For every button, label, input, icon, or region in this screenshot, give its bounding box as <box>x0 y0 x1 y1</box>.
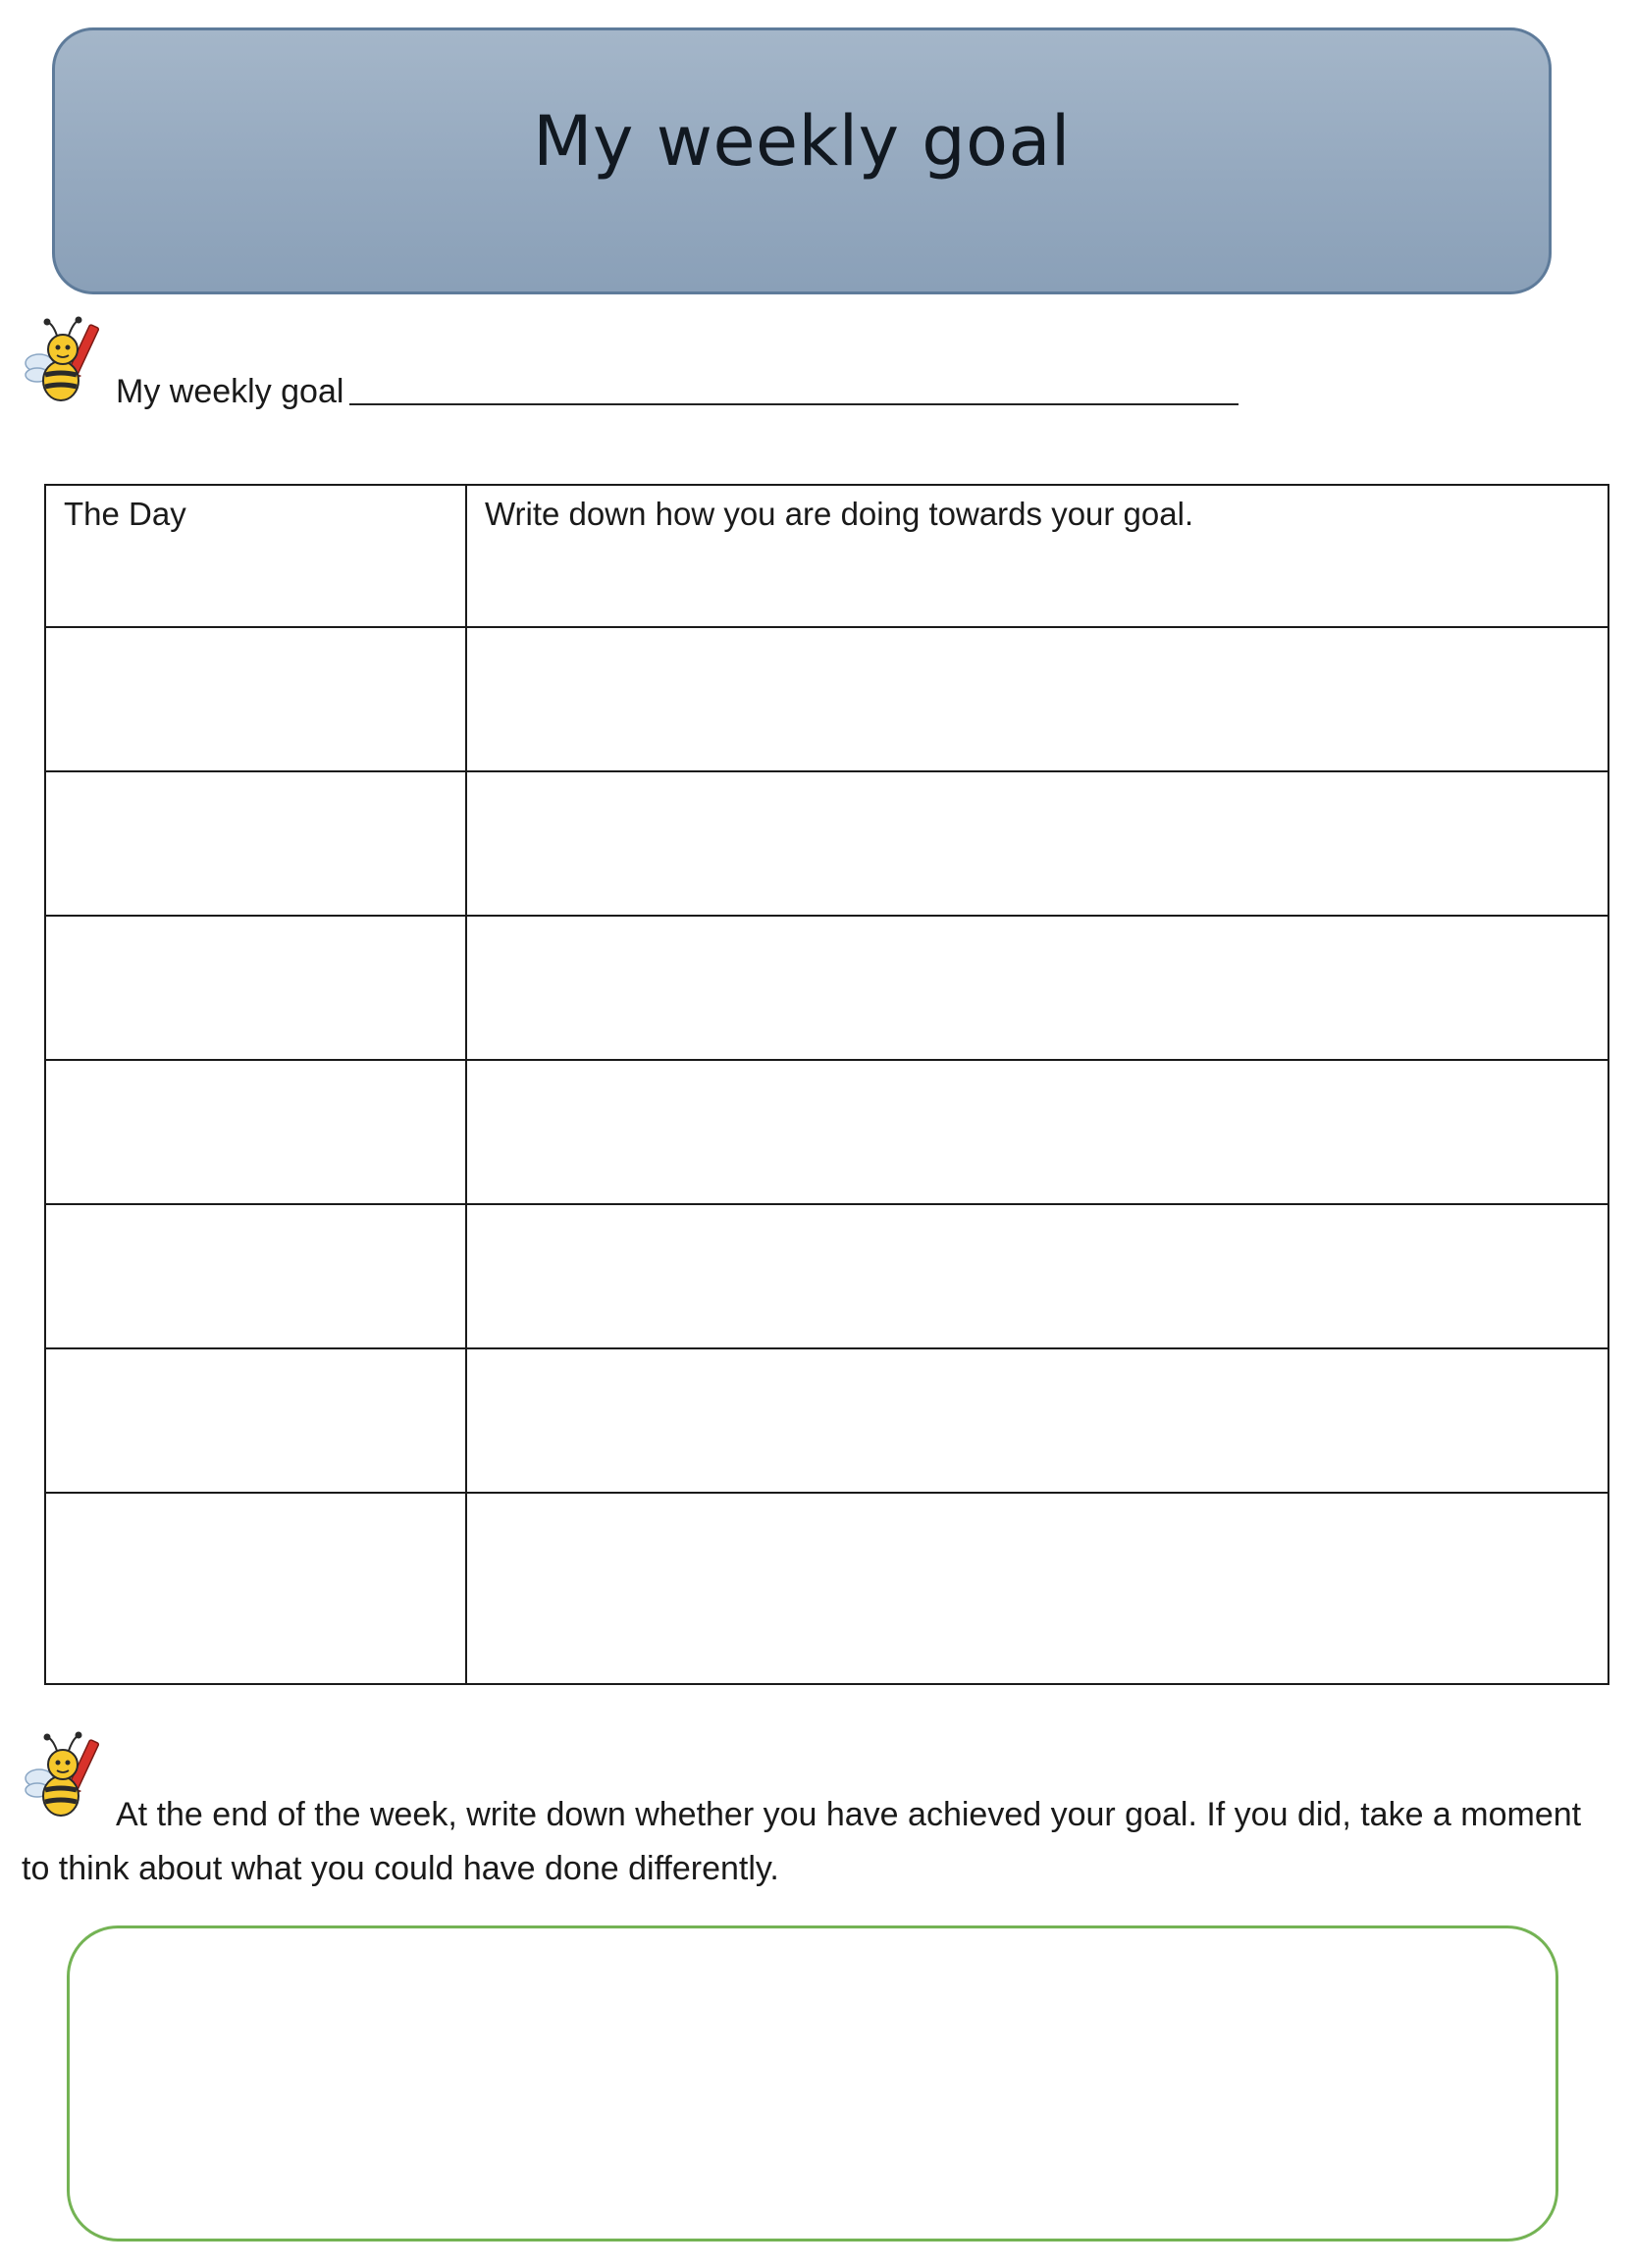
table-row <box>45 916 1608 1060</box>
day-cell[interactable] <box>45 1060 466 1204</box>
table-row <box>45 1060 1608 1204</box>
day-cell[interactable] <box>45 916 466 1060</box>
progress-cell[interactable] <box>466 1060 1608 1204</box>
reflection-answer-box[interactable] <box>67 1925 1558 2242</box>
page-title: My weekly goal <box>533 101 1071 182</box>
day-cell[interactable] <box>45 1204 466 1348</box>
progress-cell[interactable] <box>466 627 1608 771</box>
reflection-prompt: At the end of the week, write down whether you have achieved your goal. If you did, take a moment to think about what you could have done differently. <box>22 1796 1582 1887</box>
table-row <box>45 1348 1608 1493</box>
progress-cell[interactable] <box>466 1348 1608 1493</box>
table-header-row <box>45 485 1608 627</box>
day-cell[interactable] <box>45 771 466 916</box>
bee-with-pencil-icon <box>18 314 116 412</box>
table-row <box>45 1204 1608 1348</box>
table-row <box>45 1493 1608 1684</box>
daily-progress-table <box>44 484 1609 1685</box>
progress-cell[interactable] <box>466 771 1608 916</box>
day-cell[interactable] <box>45 1348 466 1493</box>
table-row <box>45 627 1608 771</box>
header-cell-day: The Day <box>45 485 466 627</box>
progress-cell[interactable] <box>466 1204 1608 1348</box>
title-banner <box>52 27 1552 294</box>
day-cell[interactable] <box>45 627 466 771</box>
table-row <box>45 771 1608 916</box>
progress-cell[interactable] <box>466 916 1608 1060</box>
header-cell-progress: Write down how you are doing towards your goal. <box>466 485 1608 627</box>
day-cell[interactable] <box>45 1493 466 1684</box>
goal-write-line[interactable] <box>349 403 1239 405</box>
goal-label: My weekly goal <box>116 373 344 410</box>
goal-line <box>116 373 1239 411</box>
progress-cell[interactable] <box>466 1493 1608 1684</box>
